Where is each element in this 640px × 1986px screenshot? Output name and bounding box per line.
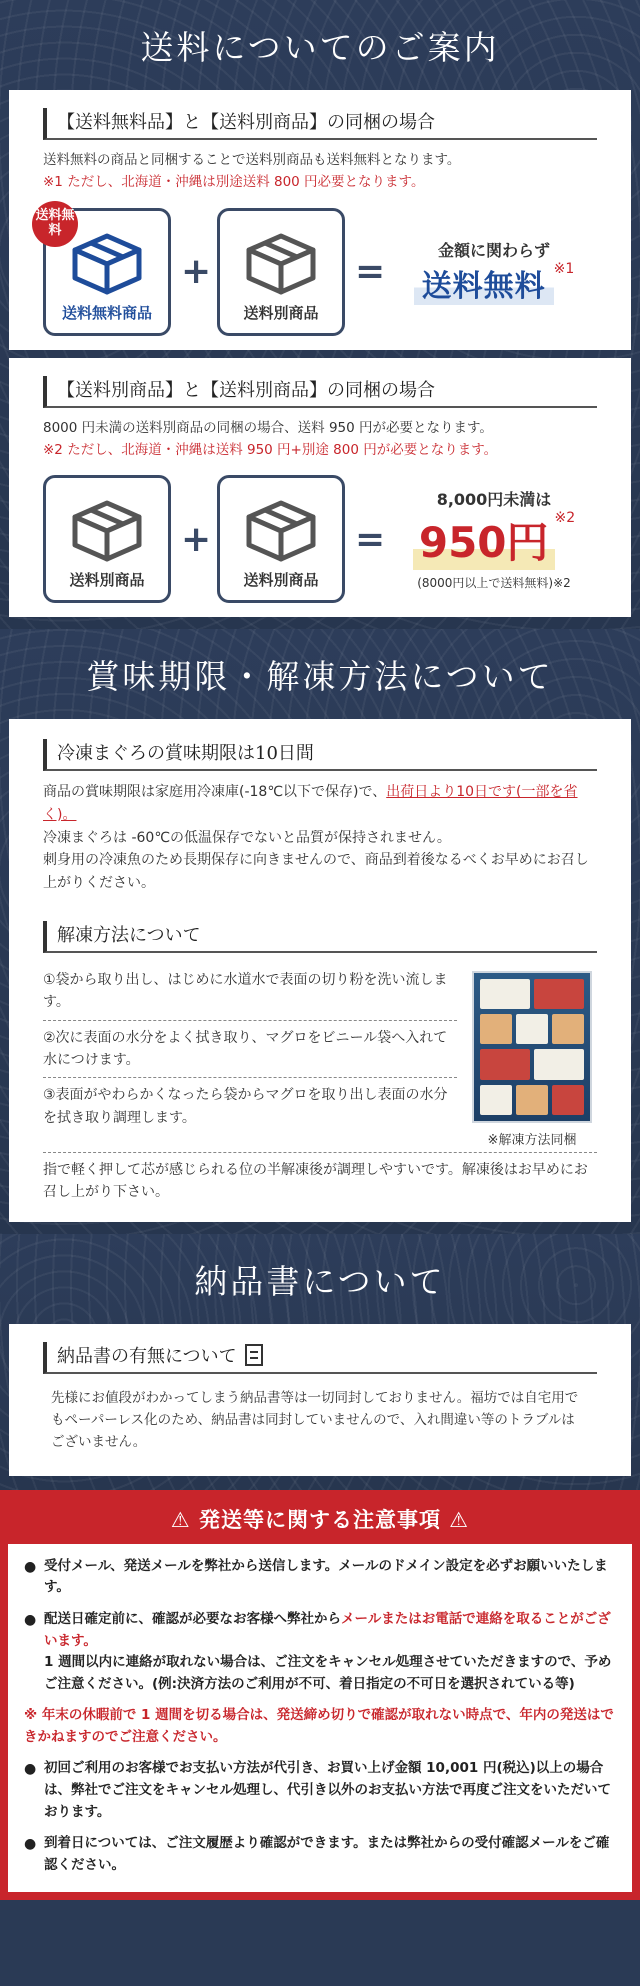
notice-section — [0, 1490, 640, 1901]
separate-shipping-product-box — [217, 208, 345, 336]
box-icon — [245, 232, 317, 296]
box-icon — [71, 232, 143, 296]
thaw-step: ③表面がやわらかくなったら袋からマグロを取り出し表面の水分を拭き取り調理します。 — [43, 1087, 448, 1126]
notice-item-text — [44, 1609, 616, 1695]
case1-result-top: 金額に関わらず — [437, 241, 550, 261]
invoice-section — [0, 1234, 640, 1490]
bullet-icon: ● — [24, 1761, 37, 1778]
case2-result-price: 950円 — [413, 510, 555, 570]
notice-item-text: ※ 年末の休暇前で 1 週間を切る場合は、発送締め切りで確認が取れない時点で、年内の発送はできかねますのでご注意ください。 — [24, 1707, 614, 1745]
equals-sign: = — [355, 518, 386, 560]
invoice-heading — [43, 1342, 597, 1374]
case1-line1: 送料無料の商品と同梱することで送料別商品も送料無料となります。 — [43, 152, 461, 168]
notice-item — [24, 1758, 616, 1823]
shipping-title: 送料についてのご案内 — [140, 27, 500, 67]
box2-label: 送料別商品 — [243, 571, 319, 590]
shipping-case2-panel — [9, 358, 631, 618]
notice-item2-a: 配送日確定前に、確認が必要なお客様へ弊社から — [44, 1610, 341, 1627]
notice-item — [24, 1609, 616, 1695]
case2-result — [391, 487, 597, 591]
box-icon — [245, 499, 317, 563]
shipping-case1-panel — [9, 90, 631, 350]
separate-shipping-product-box — [43, 475, 171, 603]
case2-result-top: 8,000円未満は — [436, 490, 552, 510]
expiry-heading: 冷凍まぐろの賞味期限は10日間 — [43, 739, 597, 771]
thaw-heading: 解凍方法について — [43, 921, 597, 953]
leaflet-image — [472, 971, 592, 1123]
box1-label: 送料無料商品 — [61, 303, 152, 322]
equals-sign: = — [355, 251, 386, 293]
notice-item-text: 初回ご利用のお客様でお支払い方法が代引き、お買い上げ金額 10,001 円(税込)以上の場合は、弊社でご注文をキャンセル処理し、代引き以外のお支払い方法で再度ご注文をいただいております。 — [44, 1760, 611, 1820]
thaw-block — [43, 963, 597, 1148]
expiry-text-3: 刺身用の冷凍魚のため長期保存に向きませんので、商品到着後なるべくお早めにお召し上がりください。 — [43, 852, 589, 892]
notice-item2-c: 1 週間以内に連絡が取れない場合は、ご注文をキャンセル処理させていただきますので、予めご注意ください。(例:決済方法のご利用が不可、着日指定の不可日を選択されている等) — [44, 1654, 612, 1692]
bullet-icon: ● — [24, 1558, 37, 1575]
case1-heading: 【送料無料品】と【送料別商品】の同梱の場合 — [43, 108, 597, 140]
case2-heading: 【送料別商品】と【送料別商品】の同梱の場合 — [43, 376, 597, 408]
separate-shipping-product-box — [217, 475, 345, 603]
notice-item-year-end — [24, 1705, 616, 1748]
free-shipping-badge: 送料無料 — [32, 201, 78, 247]
case2-result-note: (8000円以上で送料無料)※2 — [417, 576, 571, 591]
thaw-step: ①袋から取り出し、はじめに水道水で表面の切り粉を洗い流します。 — [43, 963, 457, 1021]
expiry-text-2: 冷凍まぐろは -60℃の低温保存でないと品質が保持されません。 — [43, 829, 451, 846]
notice-title: ⚠ 発送等に関する注意事項 ⚠ — [170, 1507, 470, 1532]
box-icon — [71, 499, 143, 563]
invoice-title: 納品書について — [194, 1261, 446, 1301]
box2-label: 送料別商品 — [243, 303, 319, 322]
plus-sign: + — [181, 518, 212, 560]
bullet-icon: ● — [24, 1611, 37, 1628]
free-shipping-product-box — [35, 207, 171, 336]
bullet-icon: ● — [24, 1836, 37, 1853]
case1-result-sup: ※1 — [553, 261, 575, 278]
case1-result-big: 送料無料 — [414, 261, 554, 305]
expiry-text-a: 商品の賞味期限は家庭用冷凍庫(-18℃以下で保存)で、 — [43, 784, 387, 801]
notice-item-text: 到着日については、ご注文履歴より確認ができます。または弊社からの受付確認メールをご確認ください。 — [44, 1835, 610, 1873]
shipping-section — [0, 0, 640, 629]
notice-item2-b: メールまたはお電話で連絡を取ることがございます。 — [44, 1610, 611, 1649]
case2-diagram — [43, 475, 597, 603]
invoice-heading-text: 納品書の有無について — [57, 1346, 237, 1368]
case2-result-sup: ※2 — [554, 510, 576, 527]
notice-item-text: 受付メール、発送メールを弊社から送信します。メールのドメイン設定を必ずお願いいたします。 — [44, 1557, 608, 1596]
expiry-paragraph — [43, 781, 597, 826]
plus-sign: + — [181, 251, 212, 293]
notice-item — [24, 1556, 616, 1599]
thaw-footer: 指で軽く押して芯が感じられる位の半解凍後が調理しやすいです。解凍後はお早めにお召し上がり下さい。 — [43, 1152, 597, 1204]
expiry-title: 賞味期限・解凍方法について — [86, 656, 554, 696]
expiry-panel — [9, 719, 631, 1222]
thaw-leaflet — [467, 963, 597, 1148]
document-icon — [245, 1344, 263, 1366]
invoice-text: 先様にお値段がわかってしまう納品書等は一切同封しておりません。福坊では自宅用でもペーパーレス化のため、納品書は同封していませんので、入れ間違い等のトラブルはございません。 — [51, 1390, 579, 1450]
thaw-steps — [43, 963, 457, 1148]
case1-diagram — [35, 207, 597, 336]
case2-line1: 8000 円未満の送料別商品の同梱の場合、送料 950 円が必要となります。 — [43, 419, 493, 436]
case1-result — [391, 238, 597, 305]
case1-line2: ※1 ただし、北海道・沖縄は別途送料 800 円必要となります。 — [43, 173, 425, 190]
notice-item — [24, 1833, 616, 1876]
notice-body — [8, 1544, 632, 1893]
invoice-panel — [9, 1324, 631, 1476]
leaflet-caption: ※解凍方法同梱 — [487, 1132, 577, 1148]
expiry-section — [0, 629, 640, 1234]
thaw-step: ②次に表面の水分をよく拭き取り、マグロをビニール袋へ入れて水につけます。 — [43, 1021, 457, 1079]
box1-label: 送料別商品 — [69, 571, 145, 590]
case2-line2: ※2 ただし、北海道・沖縄は送料 950 円+別途 800 円が必要となります。 — [43, 441, 498, 458]
expiry-text-b: 出荷日より10日です(一部を省く)。 — [43, 784, 578, 824]
